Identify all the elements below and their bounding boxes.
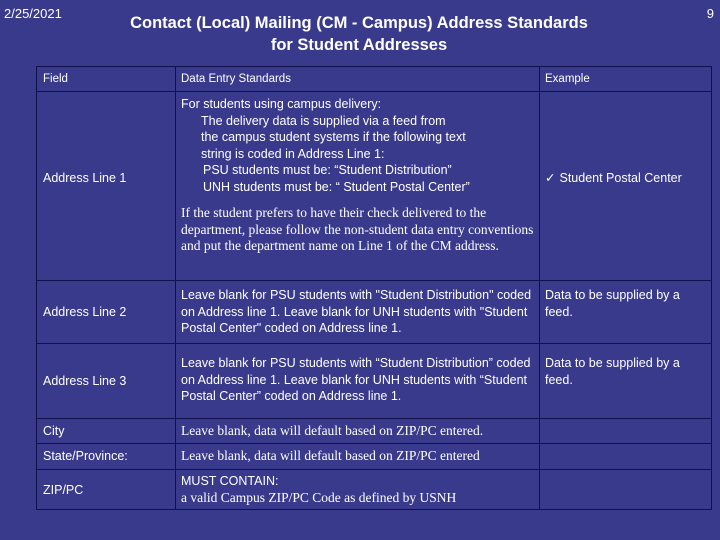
checkmark-icon: ✓ — [545, 171, 556, 185]
standards-state-province: Leave blank, data will default based on ZIP/PC entered — [181, 448, 480, 464]
table-row — [37, 419, 711, 443]
standards-address-line-1 — [181, 96, 541, 255]
field-state-province: State/Province: — [43, 449, 128, 464]
header-field: Field — [43, 72, 68, 85]
table-row — [37, 470, 711, 510]
field-city: City — [43, 423, 65, 438]
standards-line: The delivery data is supplied via a feed from — [201, 113, 446, 128]
standards-city: Leave blank, data will default based on ZIP/PC entered. — [181, 422, 484, 438]
date-label: 2/25/2021 — [4, 6, 62, 21]
table-header-row — [37, 67, 711, 91]
standards-zip-line1: MUST CONTAIN: — [181, 474, 279, 488]
standards-line: PSU students must be: “Student Distribution” — [203, 163, 452, 177]
standards-zip-line2: a valid Campus ZIP/PC Code as defined by USNH — [181, 489, 457, 505]
standards-intro: For students using campus delivery: — [181, 97, 382, 111]
table-row — [37, 281, 711, 343]
field-address-line-3: Address Line 3 — [43, 373, 127, 388]
standards-address-line-3: Leave blank for PSU students with “Student Distribution” coded on Address line 1. Leave blank for UNH students with “Student Postal Center” coded on Address line 1. — [181, 356, 531, 403]
page-number: 9 — [706, 6, 714, 21]
standards-line: UNH students must be: “ Student Postal Center” — [203, 179, 470, 194]
standards-line: the campus student systems if the following text — [201, 130, 466, 144]
table-row — [37, 344, 711, 418]
page-title-line1: Contact (Local) Mailing (CM - Campus) Address Standards — [130, 14, 588, 32]
example-address-line-2: Data to be supplied by a feed. — [545, 288, 680, 319]
standards-note: If the student prefers to have their check delivered to the department, please follow the non-student data entry conventions and put the department name on Line 1 of the CM address. — [181, 205, 534, 253]
header-standards: Data Entry Standards — [181, 72, 291, 85]
page-title — [100, 12, 618, 56]
standards-address-line-2: Leave blank for PSU students with "Student Distribution" coded on Address line 1. Leave blank for UNH students with "Student Postal Center" coded on Address line 1. — [181, 288, 532, 335]
standards-zip-pc — [181, 473, 541, 506]
header-example: Example — [545, 72, 590, 85]
example-address-line-1 — [545, 170, 711, 187]
example-address-line-3: Data to be supplied by a feed. — [545, 356, 680, 387]
example-text: Student Postal Center — [559, 171, 682, 185]
table-row — [37, 92, 711, 280]
field-address-line-1: Address Line 1 — [43, 171, 127, 185]
field-zip-pc: ZIP/PC — [43, 482, 84, 497]
field-address-line-2: Address Line 2 — [43, 304, 127, 319]
standards-line: string is coded in Address Line 1: — [201, 146, 385, 161]
page-title-line2: for Student Addresses — [270, 36, 448, 54]
table-row — [37, 444, 711, 469]
standards-table — [36, 66, 712, 510]
